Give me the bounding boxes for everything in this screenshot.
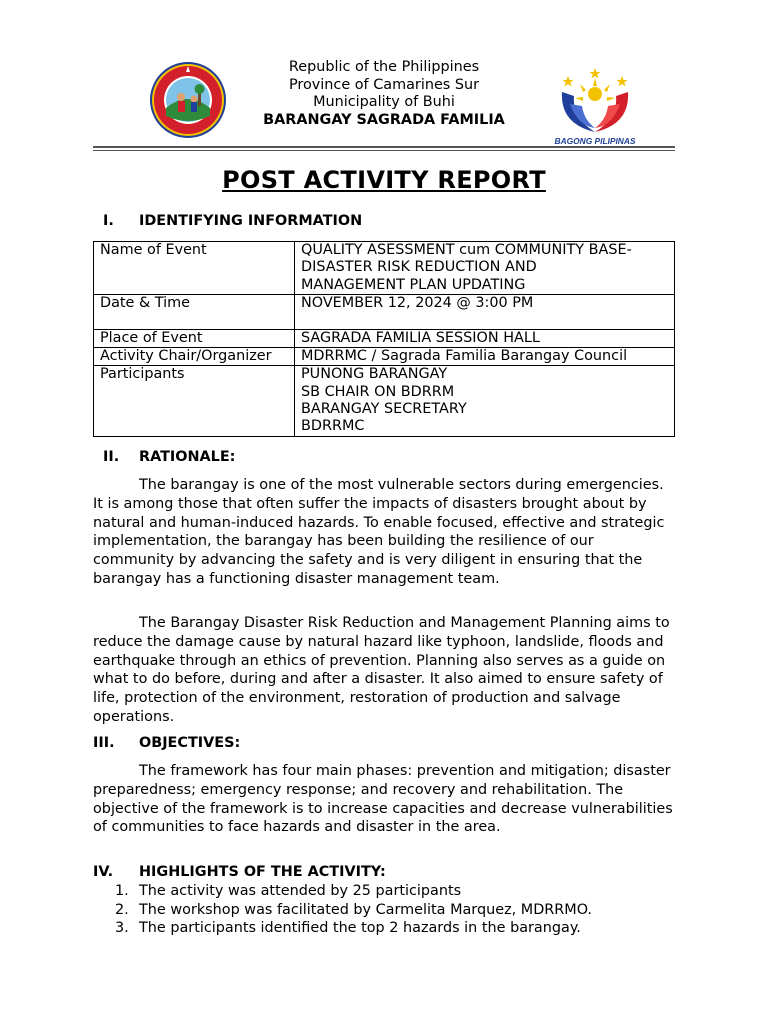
section-heading: HIGHLIGHTS OF THE ACTIVITY:: [139, 864, 386, 880]
list-item-text: The participants identified the top 2 hazards in the barangay.: [139, 920, 581, 936]
table-value: [295, 294, 675, 329]
table-value-line: MANAGEMENT PLAN UPDATING: [301, 276, 526, 293]
table-key: Date & Time: [94, 294, 295, 329]
table-value-line: BARANGAY SECRETARY: [301, 401, 467, 418]
table-value-line: SAGRADA FAMILIA SESSION HALL: [301, 329, 540, 346]
list-item-text: The workshop was facilitated by Carmelita Marquez, MDRRMO.: [139, 901, 593, 918]
table-key: Place of Event: [94, 329, 295, 347]
section-heading: IDENTIFYING INFORMATION: [139, 213, 363, 229]
paragraph-text: The barangay is one of the most vulnerable sectors during emergencies. It is among those that often suffer the impacts of disasters brought about by natural and human-induced hazards. To enable focused, effective and strategic implementation, the barangay has been building the resilience of our community by advancing the safety and is very diligent in ensuring that the barangay has a functioning disaster management team.: [93, 477, 665, 587]
table-row: [94, 242, 675, 295]
table-value-line: DISASTER RISK REDUCTION AND: [301, 259, 537, 276]
bagong-pilipinas-caption: BAGONG PILIPINAS: [554, 136, 636, 146]
table-value-line: MDRRMC / Sagrada Familia Barangay Council: [301, 348, 628, 365]
objectives-paragraph: [93, 762, 675, 837]
list-item: [93, 919, 675, 938]
header-divider-thin: [93, 150, 675, 151]
table-value: [295, 348, 675, 366]
section-heading: OBJECTIVES:: [139, 735, 241, 751]
table-row: [94, 366, 675, 436]
list-item: [93, 901, 675, 920]
list-item: [93, 882, 675, 901]
highlights-list: [93, 882, 675, 938]
letterhead-barangay: BARANGAY SAGRADA FAMILIA: [263, 111, 505, 128]
rationale-paragraph-1: [93, 476, 675, 589]
letterhead-province: Province of Camarines Sur: [288, 76, 480, 93]
table-value-line: NOVEMBER 12, 2024 @ 3:00 PM: [301, 294, 534, 311]
table-value: [295, 242, 675, 295]
identifying-information-table: [93, 241, 675, 437]
list-item-number: 2.: [115, 901, 129, 918]
report-title: POST ACTIVITY REPORT: [222, 166, 546, 194]
table-value: [295, 366, 675, 436]
section-number: II.: [103, 449, 120, 465]
table-value-line: SB CHAIR ON BDRRM: [301, 383, 455, 400]
table-row: [94, 294, 675, 329]
table-row: [94, 329, 675, 347]
section-number: III.: [93, 735, 115, 751]
letterhead-municipality: Municipality of Buhi: [313, 94, 455, 110]
table-value-line: PUNONG BARANGAY: [301, 366, 448, 383]
table-key: Participants: [94, 366, 295, 436]
paragraph-text: The Barangay Disaster Risk Reduction and Management Planning aims to reduce the damage cause by natural hazard like typhoon, landslide, floods and earthquake through an ethics of prevention. Planning also serves as a guide on what to do before, during and after a disaster. It also aimed to ensure safety of life, protection of the environment, restoration of production and salvage operations.: [93, 615, 670, 725]
table-key: Activity Chair/Organizer: [94, 348, 295, 366]
section-number: I.: [103, 213, 114, 229]
table-value: [295, 329, 675, 347]
table-key: Name of Event: [94, 242, 295, 295]
paragraph-text: The framework has four main phases: prevention and mitigation; disaster preparedness; emergency response; and recovery and rehabilitation. The objective of the framework is to increase capacities and decrease vulnerabilities of communities to face hazards and disaster in the area.: [93, 763, 673, 836]
table-value-line: QUALITY ASESSMENT cum COMMUNITY BASE-: [301, 242, 632, 258]
bagong-pilipinas-logo: [552, 66, 638, 148]
section-heading: RATIONALE:: [139, 449, 236, 465]
barangay-seal-logo: [148, 60, 228, 140]
header-divider: [93, 146, 675, 148]
letterhead: [230, 59, 538, 129]
list-item-number: 3.: [115, 920, 129, 936]
rationale-paragraph-2: [93, 614, 675, 727]
list-item-text: The activity was attended by 25 participants: [139, 883, 462, 899]
section-number: IV.: [93, 864, 114, 880]
table-row: [94, 348, 675, 366]
letterhead-country: Republic of the Philippines: [288, 59, 480, 75]
list-item-number: 1.: [115, 883, 129, 899]
table-value-line: BDRRMC: [301, 418, 365, 435]
